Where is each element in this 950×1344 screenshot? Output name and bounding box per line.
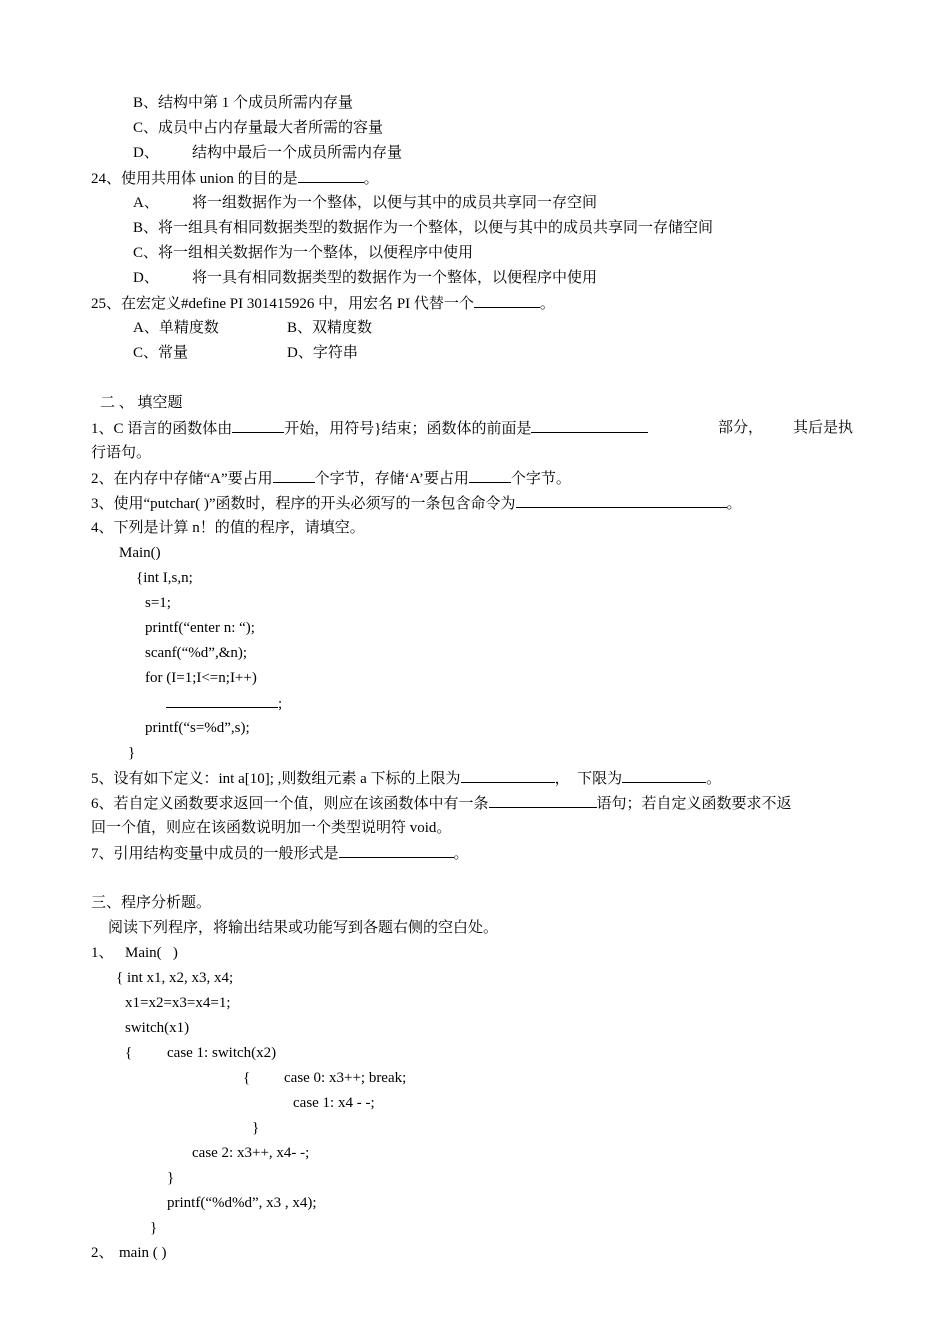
p1-code-line: Main( ) xyxy=(125,945,178,961)
fill-q2: 2、在内存中存储“A”要占用 个字节，存储‘A’要占用 个字节。 xyxy=(91,466,571,491)
fill-q5: 5、设有如下定义：int a[10]; ,则数组元素 a 下标的上限为 ， 下限为 。 xyxy=(91,766,721,791)
q24-option-c: C、将一组相关数据作为一个整体，以便程序中使用 xyxy=(133,245,474,261)
p1-code-line: printf(“%d%d”, x3 , x4); xyxy=(167,1195,317,1211)
fill-q1-part: 部分， xyxy=(718,420,764,436)
q24-stem: 24、使用共用体 union 的目的是 。 xyxy=(91,166,379,191)
q23-option-d-text: 结构中最后一个成员所需内存量 xyxy=(192,145,403,161)
q25-option-c: C、常量 xyxy=(133,345,189,361)
q4-code-line: printf(“s=%d”,s); xyxy=(145,720,250,736)
q23-option-b: B、结构中第 1 个成员所需内存量 xyxy=(133,95,354,111)
q24-option-d-text: 将一具有相同数据类型的数据作为一个整体，以便程序中使用 xyxy=(192,270,598,286)
fill-q2-blank-2[interactable] xyxy=(469,466,511,483)
fill-q1-line1: 1、C 语言的函数体由 开始，用符号}结束；函数体的前面是 xyxy=(91,416,648,441)
program2-label: 2、 xyxy=(91,1245,114,1261)
q24-option-a-label: A、 xyxy=(133,195,159,211)
q25-option-d: D、字符串 xyxy=(287,345,358,361)
fill-q6-line1: 6、若自定义函数要求返回一个值，则应在该函数体中有一条 语句；若自定义函数要求不返 xyxy=(91,791,792,816)
section3-title: 三、程序分析题。 xyxy=(91,895,212,911)
fill-q1-line2: 行语句。 xyxy=(91,445,152,461)
fill-q7: 7、引用结构变量中成员的一般形式是 。 xyxy=(91,841,469,866)
p1-code-line: } xyxy=(167,1170,175,1186)
fill-q1-tail: 其后是执 xyxy=(793,420,854,436)
fill-q5-blank-upper[interactable] xyxy=(461,766,555,783)
q24-answer-blank[interactable] xyxy=(298,166,364,183)
fill-q3-blank[interactable] xyxy=(516,491,727,508)
q25-answer-blank[interactable] xyxy=(474,291,540,308)
fill-q6-line2: 回一个值，则应在该函数说明加一个类型说明符 void。 xyxy=(91,820,452,836)
q23-option-d-label: D、 xyxy=(133,145,159,161)
fill-q1-blank-2[interactable] xyxy=(531,416,648,433)
q24-option-d-label: D、 xyxy=(133,270,159,286)
program1-label: 1、 xyxy=(91,945,114,961)
p1-code-line: case 1: x4 - -; xyxy=(293,1095,375,1111)
q4-code-line: Main() xyxy=(119,545,161,561)
p1-code-line: { int x1, x2, x3, x4; xyxy=(116,970,234,986)
fill-q7-blank[interactable] xyxy=(339,841,454,858)
q4-code-line: for (I=1;I<=n;I++) xyxy=(145,670,257,686)
q4-code-line: s=1; xyxy=(145,595,171,611)
p1-code-line: } xyxy=(150,1220,158,1236)
p1-code-line: case 2: x3++, x4- -; xyxy=(192,1145,310,1161)
q25-option-b: B、双精度数 xyxy=(287,320,373,336)
fill-q4-blank[interactable] xyxy=(166,691,278,708)
fill-q4-stem: 4、下列是计算 n！的值的程序，请填空。 xyxy=(91,520,365,536)
p1-code-line: x1=x2=x3=x4=1; xyxy=(125,995,231,1011)
q24-option-a-text: 将一组数据作为一个整体，以便与其中的成员共享同一存空间 xyxy=(192,195,598,211)
fill-q5-blank-lower[interactable] xyxy=(622,766,706,783)
fill-q2-blank-1[interactable] xyxy=(273,466,315,483)
fill-q1-blank-1[interactable] xyxy=(232,416,284,433)
q4-code-line: {int I,s,n; xyxy=(136,570,193,586)
q4-code-blank-line: ; xyxy=(166,691,282,716)
q25-stem: 25、在宏定义#define PI 301415926 中，用宏名 PI 代替一个 。 xyxy=(91,291,555,316)
section3-intro: 阅读下列程序，将输出结果或功能写到各题右侧的空白处。 xyxy=(108,920,499,936)
q4-code-line: } xyxy=(128,745,136,761)
p1-code-line: { xyxy=(125,1045,133,1061)
p1-code-line: { xyxy=(243,1070,251,1086)
p1-code-line: case 1: switch(x2) xyxy=(167,1045,277,1061)
fill-q6-blank[interactable] xyxy=(489,791,597,808)
q23-option-c: C、成员中占内存量最大者所需的容量 xyxy=(133,120,384,136)
q25-option-a: A、单精度数 xyxy=(133,320,219,336)
p1-code-line: } xyxy=(252,1120,260,1136)
p1-code-line: case 0: x3++; break; xyxy=(284,1070,407,1086)
section2-title: 二 、 填空题 xyxy=(100,395,183,411)
q4-code-line: scanf(“%d”,&n); xyxy=(145,645,248,661)
p1-code-line: switch(x1) xyxy=(125,1020,190,1036)
q24-option-b: B、将一组具有相同数据类型的数据作为一个整体，以便与其中的成员共享同一存储空间 xyxy=(133,220,714,236)
p2-code-line: main ( ) xyxy=(119,1245,167,1261)
fill-q3: 3、使用“putchar( )”函数时，程序的开头必须写的一条包含命令为 。 xyxy=(91,491,742,516)
q4-code-line: printf(“enter n: “); xyxy=(145,620,255,636)
